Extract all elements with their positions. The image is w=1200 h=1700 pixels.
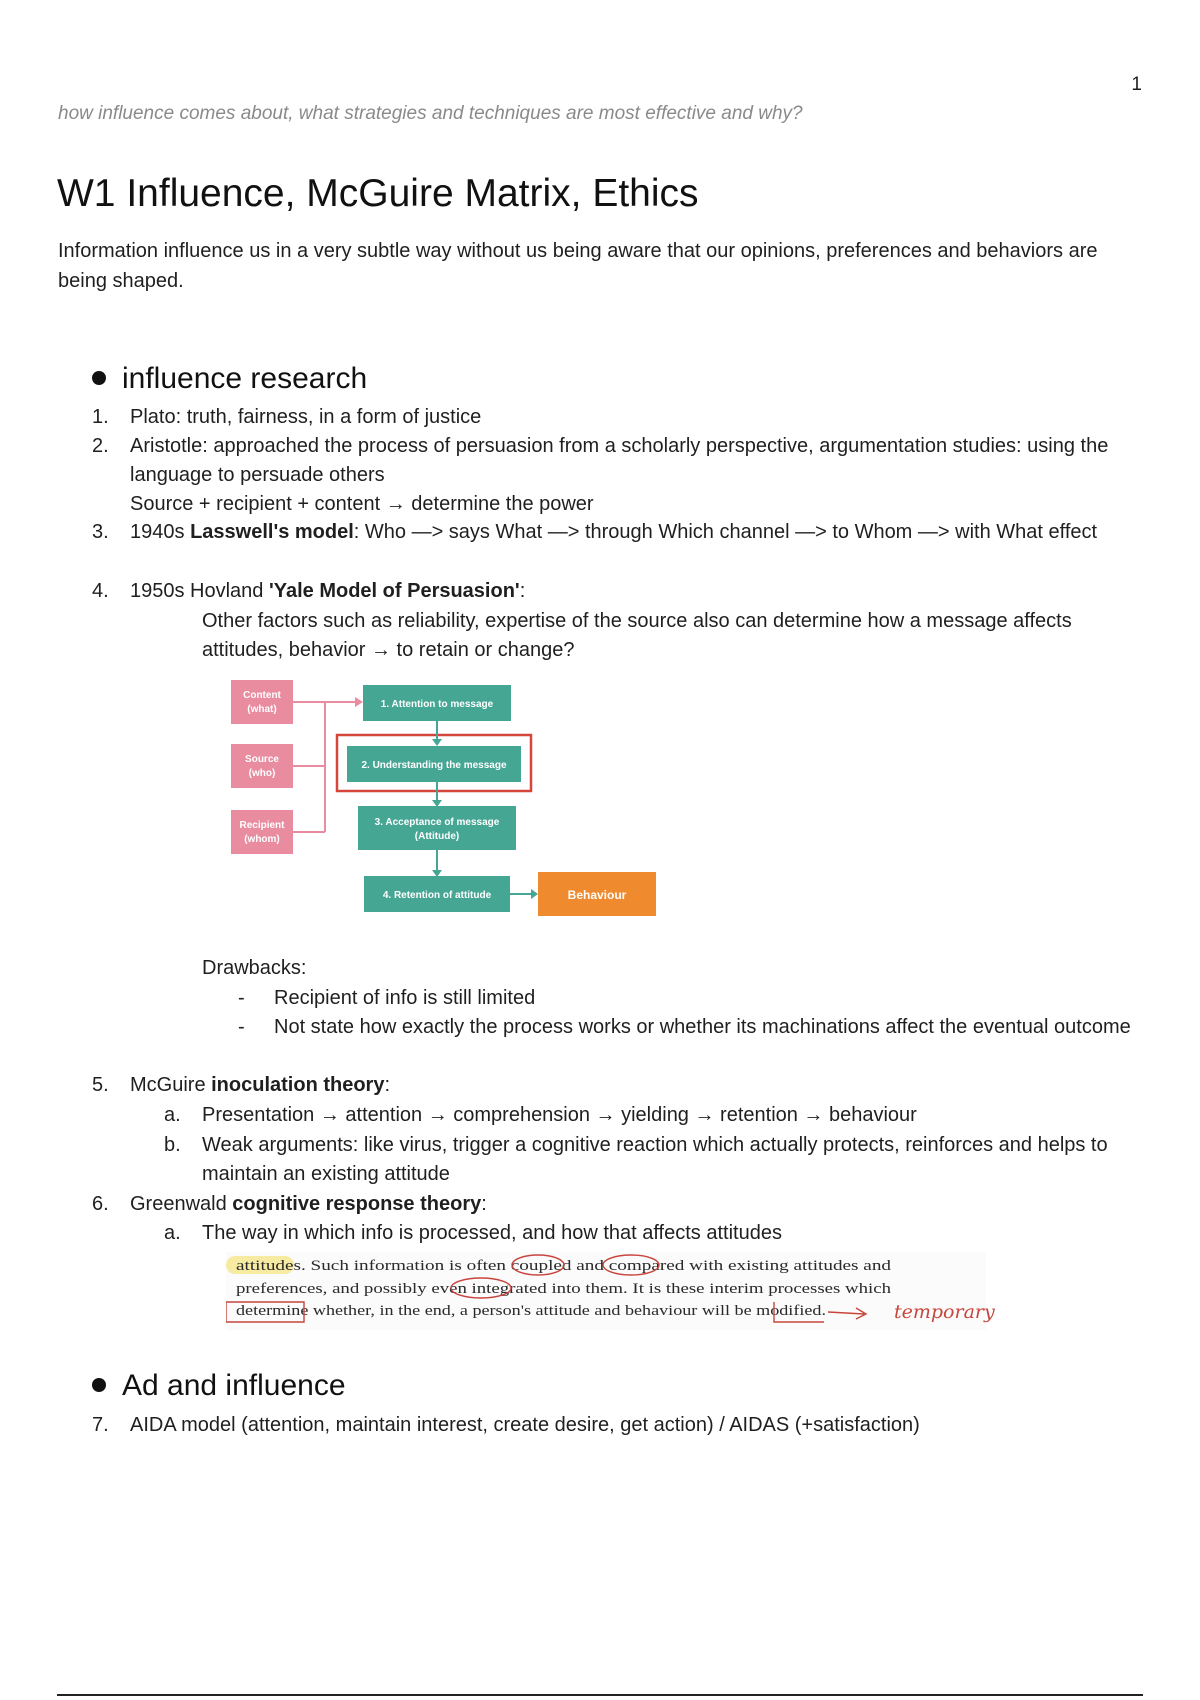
intro-paragraph: Information influence us in a very subtle way without us being aware that our opinions, preferences and behaviors are being shaped. [58,240,1098,292]
diagram-step-4-label: 4. Retention of attitude [382,890,492,901]
excerpt-line-1: attitudes. Such information is often coupled and compared with existing attitudes and [236,1258,892,1274]
diagram-arrowhead [432,739,442,746]
diagram-arrowhead [432,800,442,807]
list-item-2-extra: Source + recipient + content → determine the power [130,493,594,515]
diagram-input-source-label: Source [245,754,279,765]
yale-model-diagram [225,676,685,936]
diagram-input-content-sub: (what) [247,704,277,715]
diagram-input-content-label: Content [243,690,281,701]
diagram-arrowhead [531,889,538,899]
annotated-excerpt-image [226,1252,1006,1332]
diagram-input-recipient-sub: (whom) [244,834,280,845]
subtitle: how influence comes about, what strategies and techniques are most effective and why? [58,103,803,124]
excerpt-line-2: preferences, and possibly even integrated into them. It is these interim processes which [236,1281,892,1297]
diagram-step-3 [358,806,516,850]
diagram-input-recipient [231,810,293,854]
diagram-step-3-label: 3. Acceptance of message [374,817,500,828]
diagram-step-2-label: 2. Understanding the message [361,760,507,771]
drawbacks-label: Drawbacks: [202,957,307,979]
handwritten-note: temporary [894,1301,995,1323]
diagram-step-3-sub: (Attitude) [414,831,460,842]
diagram-outcome-label: Behaviour [567,888,627,902]
page-number: 1 [1131,74,1142,95]
bullet-icon [92,1378,106,1392]
diagram-step-1-label: 1. Attention to message [380,699,494,710]
page-title: W1 Influence, McGuire Matrix, Ethics [57,172,699,215]
section-heading-influence-research: influence research [92,362,367,396]
diagram-input-content [231,680,293,724]
diagram-input-source [231,744,293,788]
diagram-input-recipient-label: Recipient [239,820,285,831]
diagram-input-connectors [293,702,355,832]
section-heading-ad-and-influence: Ad and influence [92,1369,346,1403]
diagram-arrowhead [432,870,442,877]
list-item-2-text: Aristotle: approached the process of persuasion from a scholarly perspective, argumentation studies: using the language to persuade others [130,435,1109,486]
diagram-arrowhead [355,697,363,707]
excerpt-line-3: determine whether, in the end, a person's attitude and behaviour will be modified. [236,1303,826,1319]
diagram-input-source-sub: (who) [248,768,276,779]
bullet-icon [92,371,106,385]
footer-divider [57,1694,1143,1696]
yale-model-description: Other factors such as reliability, expertise of the source also can determine how a message affects attitudes, behavior → to retain or change? [202,610,1072,661]
